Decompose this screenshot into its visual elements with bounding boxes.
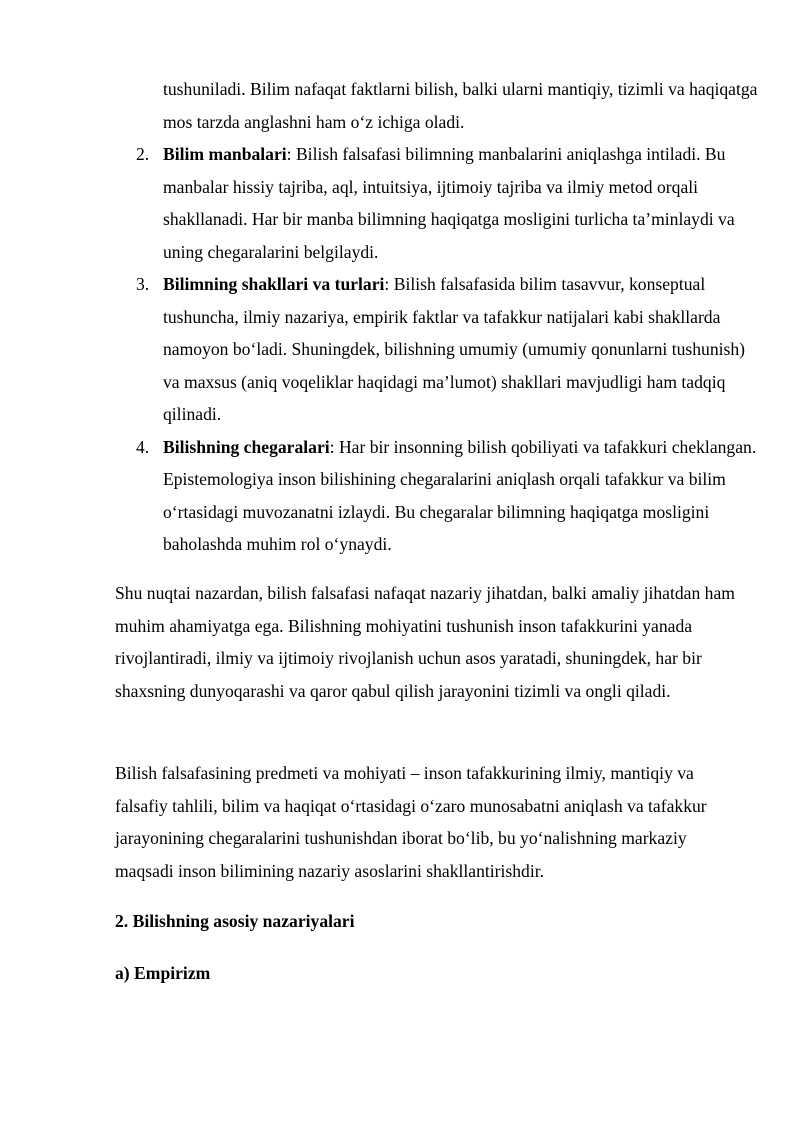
list-item — [0, 138, 763, 268]
list-item — [0, 268, 763, 431]
list-item-number: 4. — [136, 436, 150, 457]
list-item-text: : Bilish falsafasida bilim tasavvur, konseptual tushuncha, ilmiy nazariya, empirik faktlar va tafakkur natijalari kabi shakllarda namoyon bo‘ladi. Shuningdek, bilishning umumiy (umumiy qonunlarni tushunish) va maxsus (aniq voqeliklar haqidagi ma’lumot) shakllari mavjudligi ham tadqiq qilinadi. — [163, 274, 746, 424]
list-item-text: : Bilish falsafasi bilimning manbalarini aniqlashga intiladi. Bu manbalar hissiy tajriba, aql, intuitsiya, ijtimoiy tajriba va ilmiy metod orqali shakllanadi. Har bir manba bilimning haqiqatga mosligini turlicha ta’minlaydi va uning chegaralarini belgilaydi. — [163, 144, 735, 262]
section-heading: 2. Bilishning asosiy nazariyalari — [115, 911, 355, 931]
body-paragraph: Shu nuqtai nazardan, bilish falsafasi nafaqat nazariy jihatdan, balki amaliy jihatdan ham muhim ahamiyatga ega. Bilishning mohiyatini tushunish inson tafakkurini yanada rivojlantiradi, ilmiy va ijtimoiy rivojlanish uchun asos yaratadi, shuningdek, har bir shaxsning dunyoqarashi va qaror qabul qilish jarayonini tizimli va ongli qiladi. — [115, 583, 735, 701]
list-item-term: Bilishning chegaralari — [163, 436, 330, 457]
list-item — [0, 431, 763, 561]
subsection-heading: a) Empirizm — [115, 963, 211, 983]
numbered-list — [0, 138, 800, 561]
body-paragraph: Bilish falsafasining predmeti va mohiyati – inson tafakkurining ilmiy, mantiqiy va falsafiy tahlili, bilim va haqiqat o‘rtasidagi o‘zaro munosabatni aniqlash va tafakkur jarayonining chegaralarini tushunishdan iborat bo‘lib, bu yo‘nalishning markaziy maqsadi inson bilimining nazariy asoslarini shakllantirishdir. — [115, 763, 707, 881]
list-item-number: 2. — [136, 144, 150, 164]
list-item-term: Bilimning shakllari va turlari — [163, 274, 385, 294]
list-item-number: 3. — [136, 274, 150, 294]
list-item-text: : Har bir insonning bilish qobiliyati va tafakkuri cheklangan. Epistemologiya inson bilishining chegaralarini aniqlash orqali tafakkur va bilim o‘rtasidagi muvozanatni izlaydi. Bu chegaralar bilimning haqiqatga mosligini baholashda muhim rol o‘ynaydi. — [163, 436, 757, 554]
list-item-term: Bilim manbalari — [163, 144, 287, 164]
continuation-text: tushuniladi. Bilim nafaqat faktlarni bilish, balki ularni mantiqiy, tizimli va haqiqatga mos tarzda anglashni ham o‘z ichiga oladi. — [163, 79, 758, 132]
